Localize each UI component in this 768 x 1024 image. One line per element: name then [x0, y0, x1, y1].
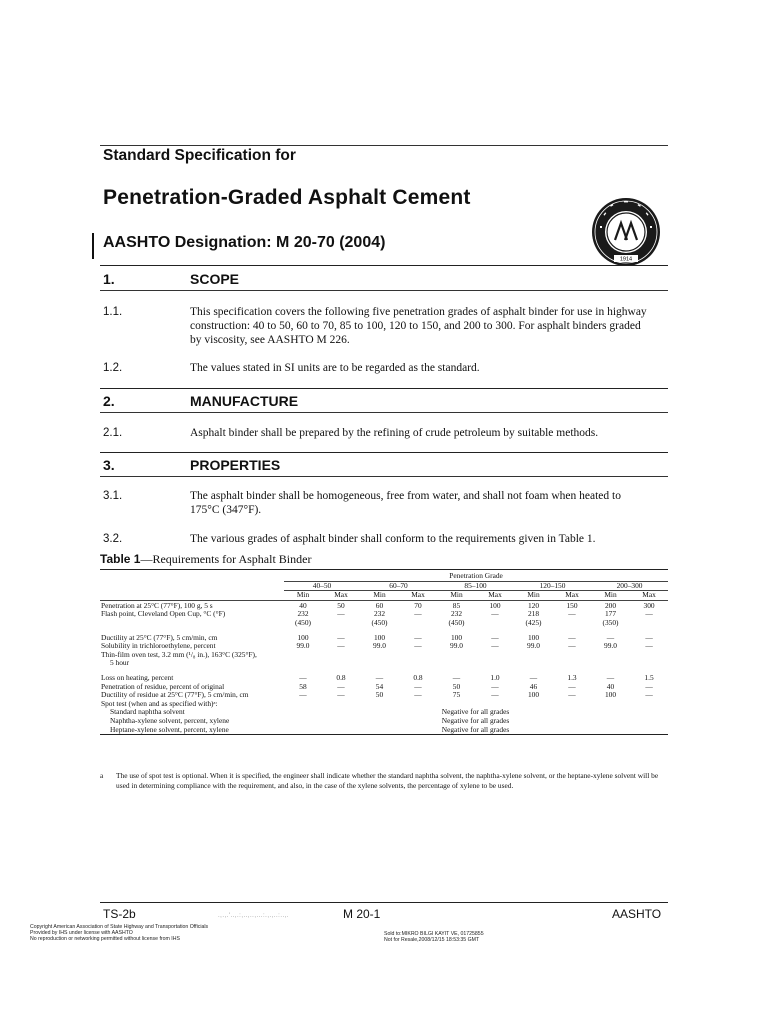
grade-header: 85–100	[437, 581, 514, 591]
table-cell: 200	[604, 600, 617, 610]
page-number: M 20-1	[343, 907, 381, 921]
table-cell	[553, 659, 591, 668]
table-cell: —	[337, 632, 345, 642]
table-cell: —	[452, 672, 461, 682]
table-cell: (350)	[602, 617, 619, 627]
table-cell	[284, 717, 437, 726]
row-label: Solubility in trichloroethylene, percent	[101, 641, 216, 651]
paragraph-number: 1.2.	[103, 362, 123, 374]
max-header: Max	[553, 591, 591, 601]
table-cell: 46	[529, 681, 538, 691]
paragraph-number: 2.1.	[103, 427, 123, 439]
table-cell: 150	[566, 600, 578, 610]
section-rule	[100, 412, 668, 413]
table-cell: —	[645, 681, 653, 691]
seal-year: 1914	[619, 256, 633, 263]
max-header: Max	[476, 591, 514, 601]
table-cell	[476, 619, 514, 628]
table-cell	[322, 619, 360, 628]
scan-noise: .,.,.'..,.:,..,..,...:.,.,..:..,.	[218, 913, 289, 919]
section-rule	[100, 388, 668, 389]
table-cell: 232	[373, 609, 386, 619]
table-cell: —	[645, 690, 653, 700]
section-rule	[100, 476, 668, 477]
table-cell: 232	[450, 609, 463, 619]
table-cell: 58	[299, 681, 307, 691]
table-cell	[284, 700, 322, 709]
row-label: Thin-film oven test, 3.2 mm (¹/₈ in.), 163°C (325°F),	[101, 649, 257, 659]
table-caption	[100, 552, 311, 567]
table-cell: 75	[452, 690, 461, 700]
table-caption-text: —Requirements for Asphalt Binder	[140, 552, 312, 566]
paragraph-text: The asphalt binder shall be homogeneous, free from water, and shall not foam when heated to 175°C (347°F).	[190, 490, 621, 516]
grade-header: 40–50	[284, 581, 360, 591]
table-cell	[360, 700, 399, 709]
footnote-mark: a	[100, 771, 104, 780]
requirements-table	[100, 569, 668, 735]
table-cell: —	[414, 609, 422, 619]
change-bar	[92, 233, 94, 259]
table-cell	[399, 619, 437, 628]
row-label: 5 hour	[110, 658, 130, 668]
header-rule	[100, 145, 668, 146]
row-label: Heptane-xylene solvent, percent, xylene	[100, 726, 284, 735]
table-cell: —	[491, 690, 499, 700]
min-header: Min	[591, 591, 630, 601]
aashto-seal-icon	[590, 196, 662, 268]
paragraph-number: 3.2.	[103, 533, 123, 545]
table-cell	[630, 700, 668, 709]
table-header-row	[100, 591, 668, 601]
table-cell: —	[645, 641, 653, 651]
table-cell: 100	[373, 632, 386, 642]
table-header-row	[100, 570, 668, 582]
table-cell: 0.8	[336, 672, 346, 682]
section-number: 2.	[103, 393, 115, 409]
paragraph-text: The values stated in SI units are to be regarded as the standard.	[190, 362, 480, 374]
table-cell: (425)	[525, 617, 542, 627]
table-cell: —	[414, 632, 422, 642]
table-cell	[399, 700, 437, 709]
spot-test-result: Negative for all grades	[437, 726, 514, 735]
paragraph-number: 1.1.	[103, 306, 123, 318]
table-cell	[514, 717, 668, 726]
copyright-line: Copyright American Association of State Highway and Transportation Officials	[30, 924, 209, 930]
table-cell	[322, 651, 360, 660]
table-row	[100, 700, 668, 709]
table-row	[100, 668, 668, 683]
max-header: Max	[322, 591, 360, 601]
table-cell	[591, 659, 630, 668]
designation: AASHTO Designation: M 20-70 (2004)	[103, 234, 386, 251]
table-cell: 300	[643, 600, 655, 610]
paragraph-text: The various grades of asphalt binder shall conform to the requirements given in Table 1.	[190, 533, 596, 545]
table-cell	[630, 651, 668, 660]
table-cell: —	[414, 641, 422, 651]
grade-header: 200–300	[591, 581, 668, 591]
spot-test-result: Negative for all grades	[441, 715, 510, 725]
table-cell: —	[645, 609, 653, 619]
table-cell	[284, 708, 437, 717]
table-cell: —	[414, 690, 422, 700]
table-cell: —	[606, 672, 615, 682]
table-cell: —	[568, 632, 576, 642]
copyright-notice	[30, 924, 208, 943]
table-cell: —	[337, 641, 345, 651]
table-cell	[437, 651, 476, 660]
table-cell	[514, 651, 553, 660]
standard-spec-label: Standard Specification for	[103, 147, 296, 164]
table-cell	[360, 651, 399, 660]
table-cell	[514, 726, 668, 735]
table-cell: 100	[489, 600, 501, 610]
table-row	[100, 726, 668, 735]
license-line: Not for Resale,2008/12/15 18:53:35 GMT	[384, 937, 480, 944]
table-cell	[322, 700, 360, 709]
table-row	[100, 628, 668, 643]
table-cell: 70	[414, 600, 422, 610]
table-row	[100, 619, 668, 628]
table-cell	[437, 659, 476, 668]
table-cell: 40	[299, 600, 307, 610]
table-cell: 177	[604, 609, 617, 619]
table-cell	[630, 619, 668, 628]
table-row	[100, 659, 668, 668]
table-cell: 100	[450, 632, 463, 642]
table-footnote	[100, 771, 668, 791]
section-rule	[100, 290, 668, 291]
section-title-manufacture: MANUFACTURE	[190, 393, 299, 409]
table-cell: —	[491, 681, 499, 691]
spot-test-result: Negative for all grades	[441, 707, 510, 717]
table-cell: —	[529, 672, 538, 682]
table-cell: —	[414, 681, 422, 691]
row-label: Ductility of residue at 25°C (77°F), 5 cm/min, cm	[101, 690, 249, 700]
row-label: Ductility at 25°C (77°F), 5 cm/min, cm	[101, 632, 218, 642]
table-cell: —	[337, 690, 345, 700]
table-caption-number: Table 1	[100, 552, 141, 566]
section-number: 1.	[103, 271, 115, 287]
max-header: Max	[399, 591, 437, 601]
table-cell: —	[568, 690, 576, 700]
row-label: Flash point, Cleveland Open Cup, °C (°F)	[101, 609, 226, 619]
table-cell: —	[568, 681, 576, 691]
min-header: Min	[284, 591, 322, 601]
table-cell: 85	[452, 600, 461, 610]
section-rule	[100, 452, 668, 453]
table-cell: —	[491, 609, 499, 619]
table-cell: 99.0	[527, 641, 540, 651]
footnote-text: The use of spot test is optional. When it is specified, the engineer shall indicate whether the standard naphtha solvent, the naphtha-xylene solvent, or the heptane-xylene solvent will be used in determining compliance with the requirement, and also, in the case of the xylene solvents, the percentage of xylene to be used.	[116, 771, 659, 790]
table-cell: 0.8	[413, 672, 423, 682]
copyright-line: Provided by IHS under license with AASHTO	[30, 930, 133, 937]
table-cell: 54	[375, 681, 384, 691]
table-cell	[514, 708, 668, 717]
table-cell: 99.0	[296, 641, 310, 651]
row-label: Penetration of residue, percent of original	[101, 681, 225, 691]
min-header: Min	[437, 591, 476, 601]
table-cell	[476, 659, 514, 668]
table-cell: 1.3	[567, 672, 577, 682]
table-cell: —	[491, 632, 499, 642]
table-cell: 100	[297, 632, 309, 642]
section-rule	[100, 265, 668, 266]
max-header: Max	[630, 591, 668, 601]
row-label: Spot test (when and as specified with)ᵃ:	[101, 698, 218, 708]
table-cell: —	[375, 672, 384, 682]
table-cell: 99.0	[604, 641, 617, 651]
table-cell	[284, 659, 322, 668]
row-label	[100, 619, 284, 628]
table-cell: —	[645, 632, 653, 642]
footer-publisher: AASHTO	[612, 907, 662, 921]
table-cell	[284, 726, 437, 735]
table-cell: (450)	[294, 617, 311, 627]
row-label: Loss on heating, percent	[101, 672, 174, 682]
table-cell	[514, 700, 553, 709]
section-title-scope: SCOPE	[190, 271, 240, 287]
section-title-properties: PROPERTIES	[190, 457, 281, 473]
table-cell: 100	[527, 690, 540, 700]
table-cell: (450)	[448, 617, 465, 627]
row-label: Penetration at 25°C (77°F), 100 g, 5 s	[101, 600, 213, 610]
table-cell	[630, 659, 668, 668]
table-cell: —	[299, 672, 307, 682]
table-cell: —	[337, 681, 345, 691]
table-cell	[360, 659, 399, 668]
table-cell: (450)	[371, 617, 388, 627]
paragraph-text: Asphalt binder shall be prepared by the refining of crude petroleum by suitable methods.	[190, 427, 599, 439]
table-cell: —	[568, 641, 576, 651]
table-cell	[514, 659, 553, 668]
row-label: Standard naphtha solvent	[110, 707, 185, 717]
table-cell: 40	[606, 681, 615, 691]
table-row	[100, 651, 668, 660]
grade-header: 120–150	[514, 581, 591, 591]
table-cell: 1.0	[490, 672, 500, 682]
table-cell	[591, 651, 630, 660]
copyright-line: No reproduction or networking permitted without license from IHS	[30, 936, 180, 943]
table-cell	[553, 700, 591, 709]
paragraph-number: 3.1.	[103, 490, 123, 502]
footer-rule	[100, 902, 668, 903]
min-header: Min	[360, 591, 399, 601]
table-cell	[399, 659, 437, 668]
table-cell	[322, 659, 360, 668]
table-cell	[476, 651, 514, 660]
license-line: Sold to:MIKRO BILGI KAYIT VE, 01725855	[384, 931, 484, 937]
table-cell: —	[606, 632, 615, 642]
table-cell	[399, 651, 437, 660]
table-cell: 99.0	[373, 641, 386, 651]
table-cell: 100	[604, 690, 617, 700]
table-cell: 1.5	[644, 672, 654, 682]
footer-code: TS-2b	[103, 907, 136, 921]
table-cell	[591, 700, 630, 709]
page-title: Penetration-Graded Asphalt Cement	[103, 186, 471, 209]
table-cell: —	[299, 690, 307, 700]
table-cell: 50	[337, 600, 345, 610]
table-cell: 50	[452, 681, 461, 691]
table-cell: —	[337, 609, 345, 619]
section-number: 3.	[103, 457, 115, 473]
table-cell: —	[568, 609, 576, 619]
license-notice	[384, 931, 484, 943]
table-cell	[284, 651, 322, 660]
min-header: Min	[514, 591, 553, 601]
table-cell: 99.0	[450, 641, 463, 651]
table-cell	[553, 619, 591, 628]
table-cell: 100	[527, 632, 540, 642]
table-cell: 232	[297, 609, 309, 619]
table-cell: 218	[527, 609, 540, 619]
table-cell	[553, 651, 591, 660]
row-label: Naphtha-xylene solvent, percent, xylene	[110, 715, 230, 725]
table-cell: —	[491, 641, 499, 651]
table-cell: 60	[375, 600, 384, 610]
paragraph-text: This specification covers the following five penetration grades of asphalt binder for use in highway construction: 40 to 50, 60 to 70, 85 to 100, 120 to 150, and 200 to 300. For asphalt binders graded by viscosity, see AASHTO M 226.	[190, 306, 647, 346]
column-group-header: Penetration Grade	[284, 570, 668, 582]
grade-header: 60–70	[360, 581, 437, 591]
table-cell: 120	[527, 600, 540, 610]
table-cell: 50	[375, 690, 384, 700]
